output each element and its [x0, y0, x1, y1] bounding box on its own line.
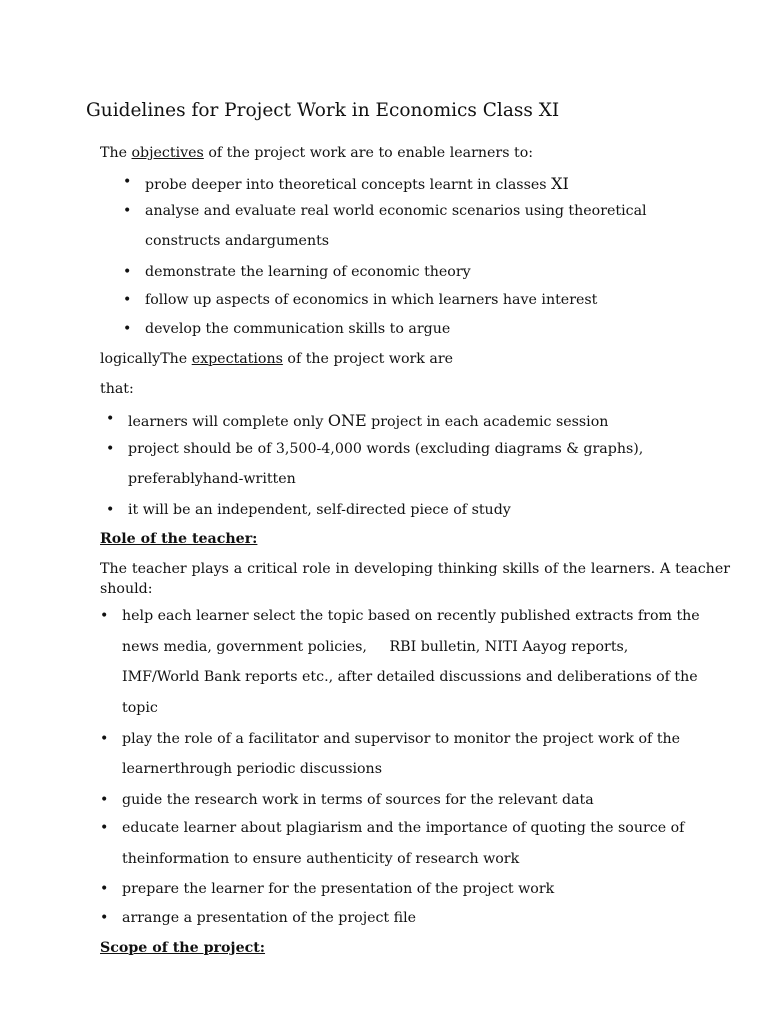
expectations-keyword: expectations	[191, 351, 283, 367]
role-item: • help each learner select the topic based on recently published extracts from the	[122, 608, 700, 624]
role-item: • educate learner about plagiarism and the importance of quoting the source of	[122, 820, 684, 836]
objectives-keyword: objectives	[131, 145, 204, 161]
role-item: • guide the research work in terms of sources for the relevant data	[122, 792, 594, 808]
role-item-continuation: news media, government policies, RBI bulletin, NITI Aayog reports,	[122, 639, 629, 655]
objective-item-text: probe deeper into theoretical concepts learnt in classes	[145, 177, 552, 193]
expectation-item-text: learners will complete only	[128, 414, 328, 430]
expectations-intro-pre: logicallyThe	[100, 351, 192, 367]
objective-item	[145, 174, 569, 193]
role-intro: The teacher plays a critical role in developing thinking skills of the learners. A teacher should:	[100, 561, 730, 597]
objectives-intro-post: of the project work are to enable learners to:	[203, 145, 534, 161]
role-item-continuation: learnerthrough periodic discussions	[122, 761, 382, 777]
document-title: Guidelines for Project Work in Economics Class XI	[86, 100, 560, 121]
expectation-item: • it will be an independent, self-directed piece of study	[128, 502, 511, 518]
role-item-continuation: theinformation to ensure authenticity of research work	[122, 851, 520, 867]
expectation-item	[128, 411, 608, 430]
expectations-intro-line2: that:	[100, 381, 134, 397]
scope-heading: Scope of the project:	[100, 940, 266, 956]
role-item-continuation: topic	[122, 700, 158, 716]
role-heading: Role of the teacher:	[100, 531, 258, 547]
expectations-intro-post: of the project work are	[282, 351, 454, 367]
objective-item-strong: XI	[551, 174, 569, 193]
role-item: • arrange a presentation of the project file	[122, 910, 416, 926]
role-item-continuation: IMF/World Bank reports etc., after detailed discussions and deliberations of the	[122, 669, 698, 685]
objective-item-continuation: constructs andarguments	[145, 233, 330, 249]
objectives-intro-pre: The	[100, 145, 132, 161]
objective-item: • demonstrate the learning of economic theory	[145, 264, 471, 280]
expectation-item: • project should be of 3,500-4,000 words (excluding diagrams & graphs),	[128, 441, 643, 457]
expectation-item-strong: ONE	[327, 411, 367, 430]
expectation-item-text: project in each academic session	[366, 414, 609, 430]
objectives-intro	[100, 145, 533, 161]
objective-item: • develop the communication skills to argue	[145, 321, 450, 337]
role-item: • prepare the learner for the presentation of the project work	[122, 881, 554, 897]
expectation-item-continuation: preferablyhand-written	[128, 471, 296, 487]
role-item: • play the role of a facilitator and supervisor to monitor the project work of the	[122, 731, 680, 747]
objective-item: • follow up aspects of economics in which learners have interest	[145, 292, 597, 308]
expectations-intro	[100, 351, 453, 367]
objective-item: • analyse and evaluate real world economic scenarios using theoretical	[145, 203, 647, 219]
